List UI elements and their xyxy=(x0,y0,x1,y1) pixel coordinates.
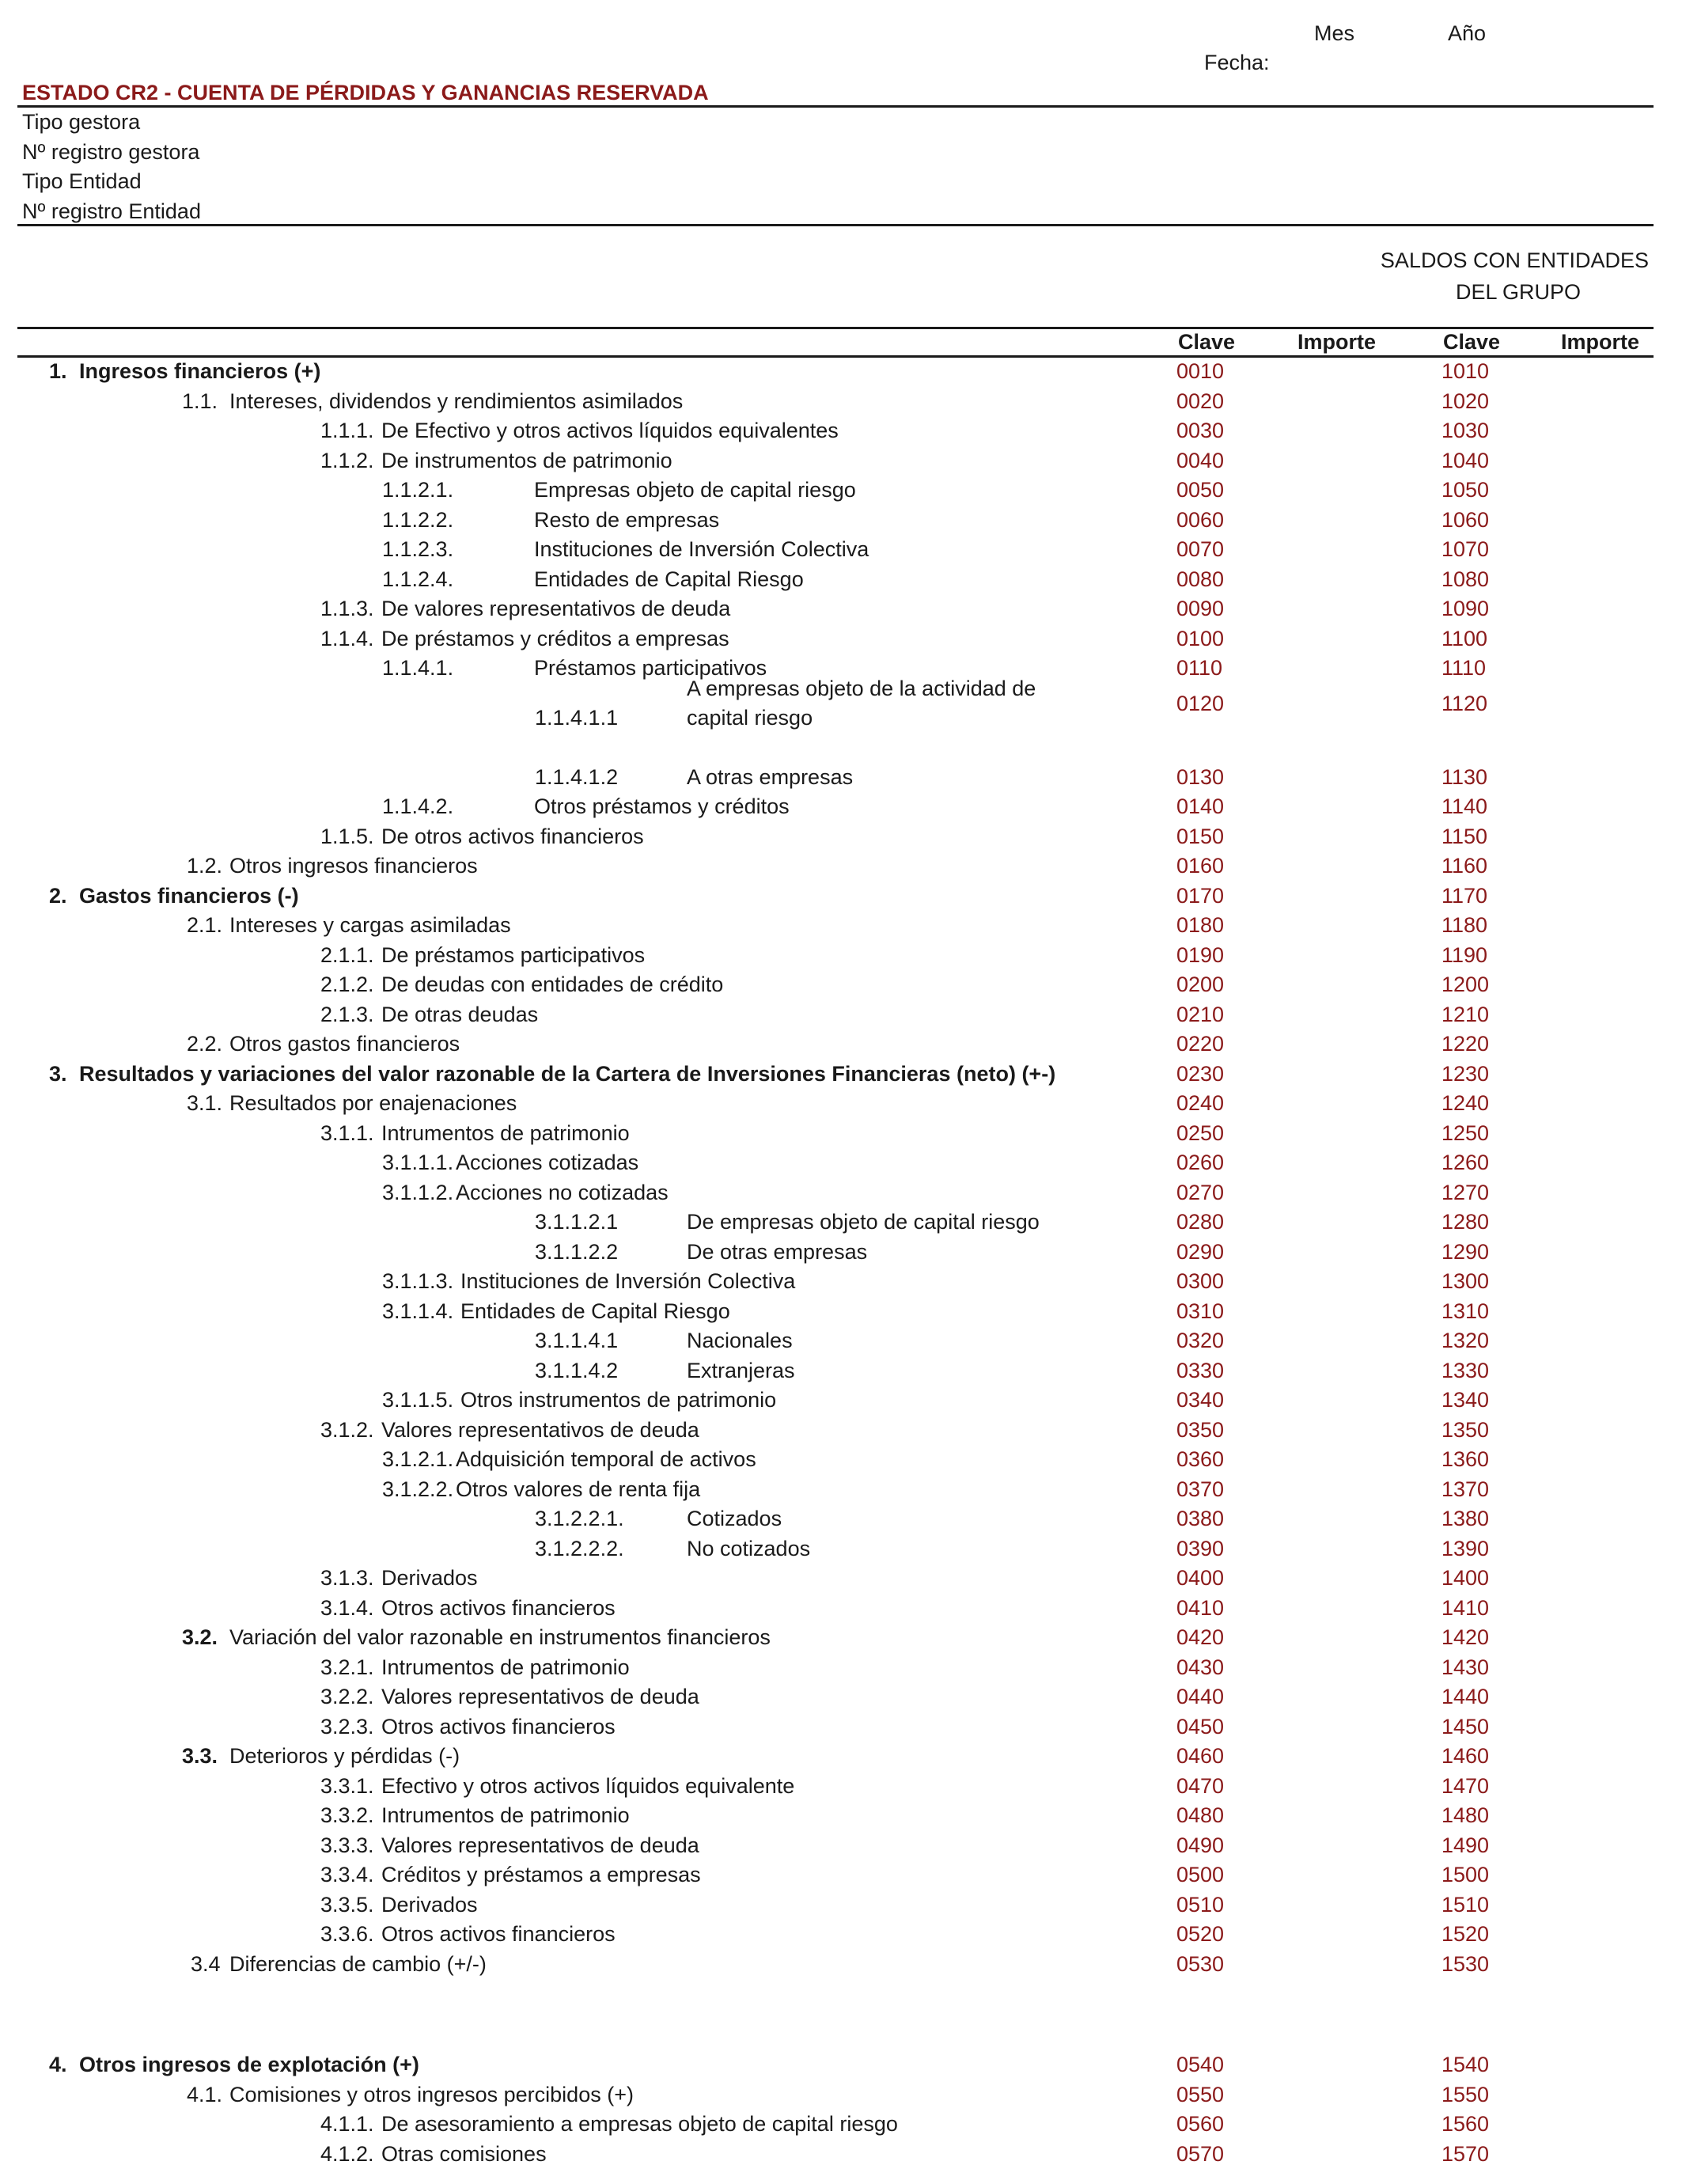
row-number: 3.1.2.2.1. xyxy=(535,1507,624,1530)
clave-1-code: 0220 xyxy=(1176,1032,1225,1056)
clave-2-code: 1450 xyxy=(1441,1715,1490,1738)
column-importe-2: Importe xyxy=(1561,330,1640,354)
clave-1-code: 0280 xyxy=(1176,1210,1225,1234)
clave-1-code: 0340 xyxy=(1176,1388,1225,1412)
row-label: Efectivo y otros activos líquidos equivalente xyxy=(381,1774,795,1798)
clave-2-code: 1500 xyxy=(1441,1863,1490,1886)
clave-1-code: 0450 xyxy=(1176,1715,1225,1738)
row-label: Adquisición temporal de activos xyxy=(456,1447,756,1471)
clave-2-code: 1390 xyxy=(1441,1537,1490,1560)
clave-1-code: 0570 xyxy=(1176,2142,1225,2166)
row-number: 3.1.1.3. xyxy=(382,1269,454,1293)
row-number: 1.1.2. xyxy=(320,449,374,472)
clave-1-code: 0190 xyxy=(1176,943,1225,967)
clave-2-code: 1280 xyxy=(1441,1210,1490,1234)
clave-2-code: 1310 xyxy=(1441,1299,1490,1323)
clave-1-code: 0550 xyxy=(1176,2083,1225,2106)
row-label: De empresas objeto de capital riesgo xyxy=(687,1210,1040,1234)
row-label: Valores representativos de deuda xyxy=(381,1418,699,1442)
clave-1-code: 0310 xyxy=(1176,1299,1225,1323)
row-number: 1.1.4.1. xyxy=(382,656,454,680)
clave-2-code: 1190 xyxy=(1441,943,1488,967)
row-number: 3.3.5. xyxy=(320,1893,374,1917)
clave-2-code: 1360 xyxy=(1441,1447,1490,1471)
row-number: 3.1.1.2. xyxy=(382,1181,454,1204)
clave-1-code: 0410 xyxy=(1176,1596,1225,1620)
row-number: 3.1.1.4.1 xyxy=(535,1329,619,1352)
clave-2-code: 1510 xyxy=(1441,1893,1490,1917)
row-label: De deudas con entidades de crédito xyxy=(381,973,724,996)
clave-2-code: 1210 xyxy=(1441,1003,1490,1026)
clave-1-code: 0470 xyxy=(1176,1774,1225,1798)
clave-2-code: 1330 xyxy=(1441,1359,1490,1382)
group-heading-line1: SALDOS CON ENTIDADES xyxy=(1380,248,1649,272)
row-label: Entidades de Capital Riesgo xyxy=(460,1299,730,1323)
ano-label: Año xyxy=(1448,21,1487,45)
row-label: Otros valores de renta fija xyxy=(456,1477,701,1501)
clave-1-code: 0420 xyxy=(1176,1625,1225,1649)
clave-1-code: 0480 xyxy=(1176,1803,1225,1827)
clave-2-code: 1030 xyxy=(1441,419,1490,442)
row-label: De otros activos financieros xyxy=(381,825,644,848)
clave-1-code: 0200 xyxy=(1176,973,1225,996)
row-number: 1.1.4.2. xyxy=(382,794,454,818)
row-label: Otras comisiones xyxy=(381,2142,547,2166)
clave-1-code: 0500 xyxy=(1176,1863,1225,1886)
clave-2-code: 1540 xyxy=(1441,2053,1490,2076)
row-label: Nacionales xyxy=(687,1329,793,1352)
row-number: 3.1.1.4. xyxy=(382,1299,454,1323)
report-title: ESTADO CR2 - CUENTA DE PÉRDIDAS Y GANANCIAS RESERVADA xyxy=(22,81,709,104)
row-number: 3.1.2.1. xyxy=(382,1447,454,1471)
clave-1-code: 0270 xyxy=(1176,1181,1225,1204)
row-number: 4. xyxy=(49,2053,67,2076)
row-label: De otras empresas xyxy=(687,1240,868,1264)
clave-2-code: 1010 xyxy=(1441,359,1490,383)
clave-1-code: 0320 xyxy=(1176,1329,1225,1352)
clave-1-code: 0250 xyxy=(1176,1121,1225,1145)
clave-1-code: 0540 xyxy=(1176,2053,1225,2076)
row-number: 3.3.4. xyxy=(320,1863,374,1886)
clave-1-code: 0110 xyxy=(1176,656,1223,680)
row-label: Intereses, dividendos y rendimientos asimilados xyxy=(229,389,684,413)
clave-1-code: 0120 xyxy=(1176,692,1225,715)
row-label: De préstamos participativos xyxy=(381,943,646,967)
row-number: 1.1.3. xyxy=(320,597,374,620)
clave-1-code: 0080 xyxy=(1176,567,1225,591)
clave-2-code: 1260 xyxy=(1441,1151,1490,1174)
clave-2-code: 1270 xyxy=(1441,1181,1490,1204)
divider-top xyxy=(17,105,1654,108)
row-number: 4.1. xyxy=(187,2083,223,2106)
clave-1-code: 0560 xyxy=(1176,2112,1225,2136)
row-label: Acciones no cotizadas xyxy=(456,1181,669,1204)
clave-2-code: 1090 xyxy=(1441,597,1490,620)
row-label: Otros activos financieros xyxy=(381,1922,616,1946)
row-label: De préstamos y créditos a empresas xyxy=(381,627,729,650)
clave-2-code: 1420 xyxy=(1441,1625,1490,1649)
clave-2-code: 1050 xyxy=(1441,478,1490,502)
clave-2-code: 1430 xyxy=(1441,1655,1490,1679)
row-number: 2.1.1. xyxy=(320,943,374,967)
row-number: 3. xyxy=(49,1062,67,1086)
row-label: A empresas objeto de la actividad de xyxy=(687,677,1036,700)
row-label: Variación del valor razonable en instrumentos financieros xyxy=(229,1625,771,1649)
clave-2-code: 1400 xyxy=(1441,1566,1490,1590)
info-tipo-entidad: Tipo Entidad xyxy=(22,169,142,193)
row-number: 3.2. xyxy=(182,1625,218,1649)
row-number: 3.1.2. xyxy=(320,1418,374,1442)
group-heading-line2: DEL GRUPO xyxy=(1455,280,1581,304)
clave-1-code: 0010 xyxy=(1176,359,1225,383)
row-label: Otros ingresos de explotación (+) xyxy=(79,2053,419,2076)
row-number: 2.1.2. xyxy=(320,973,374,996)
clave-2-code: 1240 xyxy=(1441,1091,1490,1115)
row-number: 1.1.2.3. xyxy=(382,537,454,561)
clave-1-code: 0030 xyxy=(1176,419,1225,442)
clave-2-code: 1080 xyxy=(1441,567,1490,591)
clave-1-code: 0100 xyxy=(1176,627,1225,650)
row-label: Otros ingresos financieros xyxy=(229,854,478,878)
clave-2-code: 1490 xyxy=(1441,1833,1490,1857)
row-number: 1.1.2.4. xyxy=(382,567,454,591)
column-importe-1: Importe xyxy=(1297,330,1377,354)
clave-1-code: 0430 xyxy=(1176,1655,1225,1679)
clave-2-code: 1020 xyxy=(1441,389,1490,413)
row-label: Deterioros y pérdidas (-) xyxy=(229,1744,460,1768)
row-number: 3.2.1. xyxy=(320,1655,374,1679)
clave-2-code: 1410 xyxy=(1441,1596,1490,1620)
row-label: De instrumentos de patrimonio xyxy=(381,449,672,472)
row-number: 3.2.2. xyxy=(320,1685,374,1708)
clave-1-code: 0140 xyxy=(1176,794,1225,818)
info-registro-gestora: Nº registro gestora xyxy=(22,139,200,164)
clave-2-code: 1060 xyxy=(1441,508,1490,532)
row-number: 3.1.1.4.2 xyxy=(535,1359,619,1382)
clave-1-code: 0440 xyxy=(1176,1685,1225,1708)
row-label: Comisiones y otros ingresos percibidos (+) xyxy=(229,2083,634,2106)
row-number: 3.1.4. xyxy=(320,1596,374,1620)
row-number: 3.1.1.2.2 xyxy=(535,1240,619,1264)
row-label: Resultados por enajenaciones xyxy=(229,1091,517,1115)
row-label: Intrumentos de patrimonio xyxy=(381,1803,630,1827)
clave-1-code: 0370 xyxy=(1176,1477,1225,1501)
row-number: 2. xyxy=(49,884,67,908)
clave-1-code: 0040 xyxy=(1176,449,1225,472)
row-label: Empresas objeto de capital riesgo xyxy=(534,478,856,502)
clave-1-code: 0050 xyxy=(1176,478,1225,502)
row-label: De asesoramiento a empresas objeto de capital riesgo xyxy=(381,2112,898,2136)
clave-2-code: 1140 xyxy=(1441,794,1488,818)
row-label: Otros instrumentos de patrimonio xyxy=(460,1388,777,1412)
clave-1-code: 0300 xyxy=(1176,1269,1225,1293)
row-number: 4.1.2. xyxy=(320,2142,374,2166)
column-clave-1: Clave xyxy=(1178,330,1236,354)
row-number: 3.1.1.2.1 xyxy=(535,1210,619,1234)
row-number: 1.1.4.1.1 xyxy=(535,706,619,730)
row-label: Cotizados xyxy=(687,1507,782,1530)
clave-2-code: 1230 xyxy=(1441,1062,1490,1086)
info-registro-entidad: Nº registro Entidad xyxy=(22,199,201,223)
row-label: Otros préstamos y créditos xyxy=(534,794,790,818)
clave-2-code: 1340 xyxy=(1441,1388,1490,1412)
row-number: 3.1.2.2. xyxy=(382,1477,454,1501)
mes-label: Mes xyxy=(1314,21,1355,45)
clave-2-code: 1170 xyxy=(1441,884,1488,908)
row-number: 1.1.4. xyxy=(320,627,374,650)
clave-1-code: 0230 xyxy=(1176,1062,1225,1086)
row-label: Diferencias de cambio (+/-) xyxy=(229,1952,487,1976)
row-label: De otras deudas xyxy=(381,1003,539,1026)
clave-1-code: 0160 xyxy=(1176,854,1225,878)
clave-2-code: 1290 xyxy=(1441,1240,1490,1264)
row-number: 3.3.3. xyxy=(320,1833,374,1857)
row-label: Otros activos financieros xyxy=(381,1596,616,1620)
column-clave-2: Clave xyxy=(1443,330,1501,354)
clave-1-code: 0070 xyxy=(1176,537,1225,561)
row-number: 3.1.1. xyxy=(320,1121,374,1145)
clave-2-code: 1160 xyxy=(1441,854,1488,878)
row-number: 3.4 xyxy=(191,1952,221,1976)
fecha-label: Fecha: xyxy=(1204,51,1270,74)
row-label: Derivados xyxy=(381,1893,478,1917)
row-number: 3.3.6. xyxy=(320,1922,374,1946)
clave-1-code: 0490 xyxy=(1176,1833,1225,1857)
row-label: Otros gastos financieros xyxy=(229,1032,460,1056)
clave-2-code: 1530 xyxy=(1441,1952,1490,1976)
clave-1-code: 0520 xyxy=(1176,1922,1225,1946)
clave-2-code: 1370 xyxy=(1441,1477,1490,1501)
clave-1-code: 0180 xyxy=(1176,913,1225,937)
row-label: Intrumentos de patrimonio xyxy=(381,1655,630,1679)
clave-2-code: 1460 xyxy=(1441,1744,1490,1768)
row-label: Instituciones de Inversión Colectiva xyxy=(460,1269,796,1293)
clave-1-code: 0360 xyxy=(1176,1447,1225,1471)
clave-2-code: 1110 xyxy=(1441,656,1487,680)
row-number: 1.1.4.1.2 xyxy=(535,765,619,789)
row-label: Valores representativos de deuda xyxy=(381,1833,699,1857)
row-number: 3.1.3. xyxy=(320,1566,374,1590)
clave-1-code: 0020 xyxy=(1176,389,1225,413)
row-label: Intereses y cargas asimiladas xyxy=(229,913,511,937)
row-number: 3.1.1.5. xyxy=(382,1388,454,1412)
clave-2-code: 1180 xyxy=(1441,913,1488,937)
clave-2-code: 1520 xyxy=(1441,1922,1490,1946)
row-label: Derivados xyxy=(381,1566,478,1590)
row-label-continuation: capital riesgo xyxy=(687,706,813,730)
clave-2-code: 1130 xyxy=(1441,765,1488,789)
clave-1-code: 0530 xyxy=(1176,1952,1225,1976)
clave-1-code: 0060 xyxy=(1176,508,1225,532)
row-number: 1.1.5. xyxy=(320,825,374,848)
clave-1-code: 0460 xyxy=(1176,1744,1225,1768)
clave-1-code: 0290 xyxy=(1176,1240,1225,1264)
row-number: 1.1.1. xyxy=(320,419,374,442)
row-label: Otros activos financieros xyxy=(381,1715,616,1738)
row-label: Resto de empresas xyxy=(534,508,720,532)
clave-2-code: 1560 xyxy=(1441,2112,1490,2136)
row-number: 3.2.3. xyxy=(320,1715,374,1738)
row-number: 2.1.3. xyxy=(320,1003,374,1026)
clave-2-code: 1380 xyxy=(1441,1507,1490,1530)
row-label: Ingresos financieros (+) xyxy=(79,359,321,383)
clave-1-code: 0170 xyxy=(1176,884,1225,908)
clave-2-code: 1120 xyxy=(1441,692,1488,715)
row-label: No cotizados xyxy=(687,1537,811,1560)
clave-2-code: 1300 xyxy=(1441,1269,1490,1293)
row-number: 1.1.2.2. xyxy=(382,508,454,532)
clave-2-code: 1550 xyxy=(1441,2083,1490,2106)
clave-2-code: 1070 xyxy=(1441,537,1490,561)
row-number: 1.2. xyxy=(187,854,223,878)
row-number: 2.1. xyxy=(187,913,223,937)
row-number: 1. xyxy=(49,359,67,383)
row-number: 3.3.2. xyxy=(320,1803,374,1827)
clave-2-code: 1150 xyxy=(1441,825,1488,848)
clave-1-code: 0510 xyxy=(1176,1893,1225,1917)
row-number: 3.3. xyxy=(182,1744,218,1768)
row-label: Entidades de Capital Riesgo xyxy=(534,567,804,591)
row-number: 2.2. xyxy=(187,1032,223,1056)
row-number: 3.1. xyxy=(187,1091,223,1115)
clave-1-code: 0330 xyxy=(1176,1359,1225,1382)
row-label: Acciones cotizadas xyxy=(456,1151,639,1174)
divider-columns-top xyxy=(17,327,1654,329)
row-number: 3.3.1. xyxy=(320,1774,374,1798)
divider-info xyxy=(17,224,1654,226)
row-label: De Efectivo y otros activos líquidos equivalentes xyxy=(381,419,839,442)
row-number: 3.1.1.1. xyxy=(382,1151,454,1174)
clave-1-code: 0090 xyxy=(1176,597,1225,620)
clave-1-code: 0150 xyxy=(1176,825,1225,848)
clave-2-code: 1250 xyxy=(1441,1121,1490,1145)
clave-2-code: 1470 xyxy=(1441,1774,1490,1798)
row-label: Préstamos participativos xyxy=(534,656,767,680)
row-number: 1.1.2.1. xyxy=(382,478,454,502)
clave-1-code: 0210 xyxy=(1176,1003,1225,1026)
row-label: A otras empresas xyxy=(687,765,854,789)
clave-2-code: 1570 xyxy=(1441,2142,1490,2166)
clave-1-code: 0130 xyxy=(1176,765,1225,789)
clave-2-code: 1040 xyxy=(1441,449,1490,472)
clave-2-code: 1320 xyxy=(1441,1329,1490,1352)
clave-1-code: 0380 xyxy=(1176,1507,1225,1530)
clave-1-code: 0350 xyxy=(1176,1418,1225,1442)
clave-1-code: 0240 xyxy=(1176,1091,1225,1115)
clave-2-code: 1200 xyxy=(1441,973,1490,996)
clave-1-code: 0390 xyxy=(1176,1537,1225,1560)
row-label: De valores representativos de deuda xyxy=(381,597,731,620)
row-label: Valores representativos de deuda xyxy=(381,1685,699,1708)
clave-1-code: 0260 xyxy=(1176,1151,1225,1174)
clave-2-code: 1100 xyxy=(1441,627,1488,650)
row-label: Créditos y préstamos a empresas xyxy=(381,1863,701,1886)
clave-1-code: 0400 xyxy=(1176,1566,1225,1590)
clave-2-code: 1480 xyxy=(1441,1803,1490,1827)
row-label: Resultados y variaciones del valor razonable de la Cartera de Inversiones Financieras (neto) (+-) xyxy=(79,1062,1056,1086)
info-tipo-gestora: Tipo gestora xyxy=(22,110,141,134)
row-label: Instituciones de Inversión Colectiva xyxy=(534,537,869,561)
row-number: 3.1.2.2.2. xyxy=(535,1537,624,1560)
clave-2-code: 1440 xyxy=(1441,1685,1490,1708)
row-number: 1.1. xyxy=(182,389,218,413)
row-label: Gastos financieros (-) xyxy=(79,884,299,908)
row-label: Intrumentos de patrimonio xyxy=(381,1121,630,1145)
row-label: Extranjeras xyxy=(687,1359,795,1382)
clave-2-code: 1220 xyxy=(1441,1032,1490,1056)
row-number: 4.1.1. xyxy=(320,2112,374,2136)
clave-2-code: 1350 xyxy=(1441,1418,1490,1442)
